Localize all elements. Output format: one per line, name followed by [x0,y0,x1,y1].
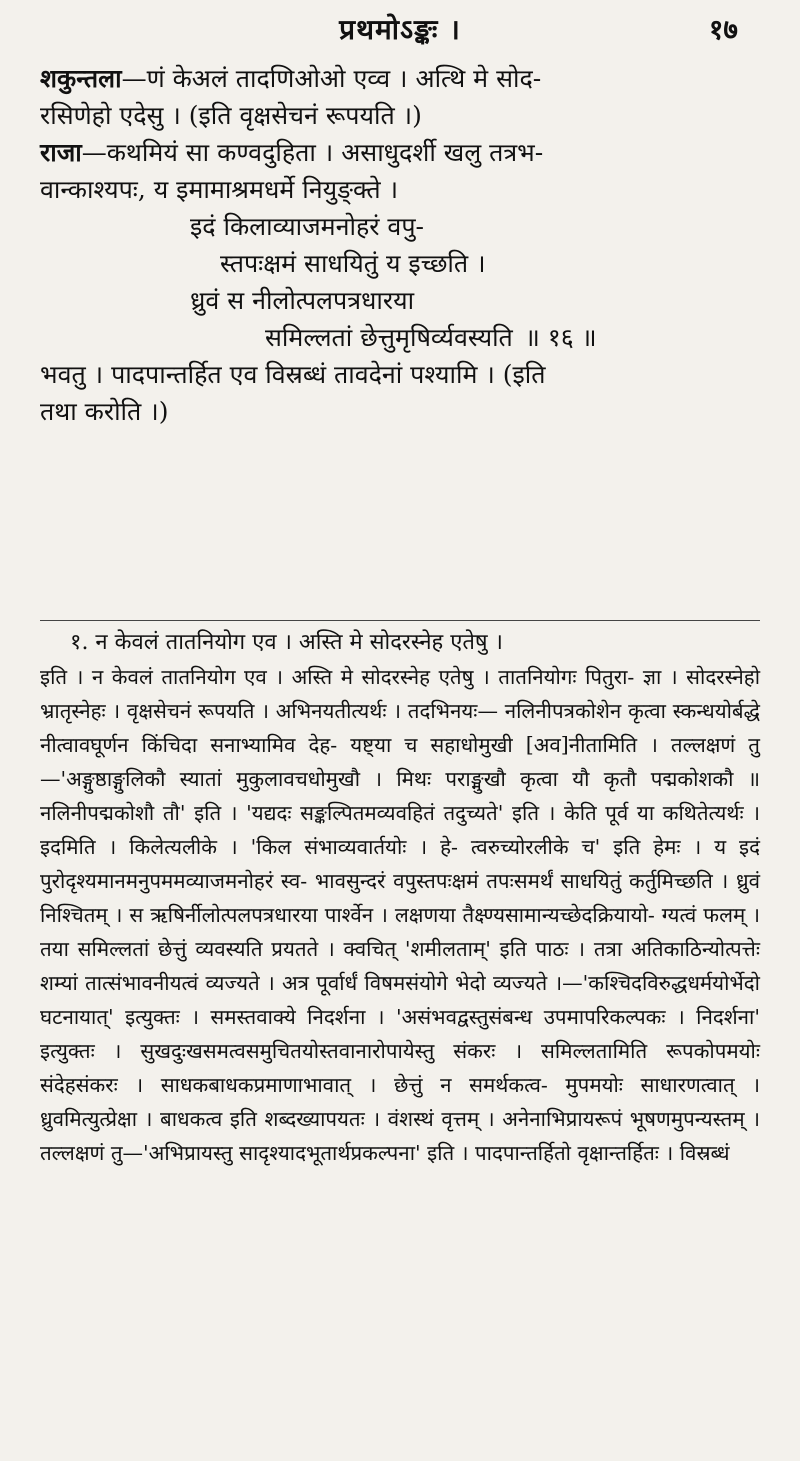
running-title: प्रथमोऽङ्कः । [339,13,461,46]
dialogue-text: —कथमियं सा कण्वदुहिता । असाधुदर्शी खलु तत्रभ- [81,138,544,167]
sloka-line [265,319,760,356]
running-head [40,6,760,46]
verse-number: ॥ १६ ॥ [524,323,597,352]
section-divider [40,620,760,621]
verse-line [40,60,760,97]
dialogue-text: वान्काश्यपः, य इमामाश्रमधर्मे नियुङ्क्ते । [40,175,399,204]
sloka-text: समिल्लतां छेत्तुमृषिर्व्यवस्यति [265,323,513,352]
sloka-line [190,282,760,319]
sloka-text: इदं किलाव्याजमनोहरं वपु- [190,212,424,241]
commentary-heading: १. न केवलं तातनियोग एव । अस्ति मे सोदरस्नेह एतेषु । [70,630,503,655]
dialogue-text: भवतु । पादपान्तर्हित एव विस्रब्धं तावदेनां पश्यामि । (इति [40,360,546,389]
sloka-text: स्तपःक्षमं साधयितुं य इच्छति । [220,249,486,278]
dialogue-text: रसिणेहो एदेसु । (इति वृक्षसेचनं रूपयति ।) [40,101,422,130]
verse-line [40,393,760,430]
page-number: १७ [708,13,738,46]
dialogue-text: —णं केअलं तादणिओओ एव्व । अत्थि मे सोद- [121,64,542,93]
verse-line [40,356,760,393]
verse-line [40,171,760,208]
commentary-text: इति । न केवलं तातनियोग एव । अस्ति मे सोदरस्नेह एतेषु । तातनियोगः पितुरा- ज्ञा । सोदरस्नेहो भ्रातृस्नेहः । वृक्षसेचनं रूपयति । अभिनयतीत्यर्थः । तदभिनयः— नलिनीपत्रकोशेन कृत्वा स्कन्धयोर्बद्धे नीत्वावघूर्णन किंचिदा सनाभ्यामिव देह- यष्ट्या च सहाधोमुखी [अव]नीतामिति । तल्लक्षणं तु—'अङ्गुष्ठाङ्गुलिकौ स्यातां मुकुलावचधोमुखौ । मिथः पराङ्मुखौ कृत्वा यौ कृतौ पद्मकोशकौ ॥ नलिनीपद्मकोशौ तौ' इति । 'यद्यदः सङ्कल्पितमव्यवहितं तदुच्यते' इति । केति पूर्व या कथितेत्यर्थः । इदमिति । किलेत्यलीके । 'किल संभाव्यवार्तयोः । हे- त्वरुच्योरलीके च' इति हेमः । य इदं पुरोदृश्यमानमनुपममव्याजमनोहरं स्व- भावसुन्दरं वपुस्तपःक्षमं तपःसमर्थं साधयितुं कर्तुमिच्छति । ध्रुवं निश्चितम् । स ऋषिर्नीलोत्पलपत्रधारया पार्श्वेन । लक्षणया तैक्ष्ण्यसामान्यच्छेदक्रियायो- ग्यत्वं फलम् । तया समिल्लतां छेत्तुं व्यवस्यति प्रयतते । क्वचित् 'शमीलताम्' इति पाठः । तत्रा अतिकाठिन्योत्पत्तेः शम्यां तात्संभावनीयत्वं व्यज्यते । अत्र पूर्वार्धं विषमसंयोगे भेदो व्यज्यते ।—'कश्चिदविरुद्धधर्मयोर्भेदो घटनायात्' इत्युक्तः । समस्तवाक्ये निदर्शना । 'असंभवद्वस्तुसंबन्ध उपमापरिकल्पकः । निदर्शना' इत्युक्तः । सुखदुःखसमत्वसमुचितयोस्तवानारोपायेस्तु संकरः । समिल्लतामिति रूपकोपमयोः संदेहसंकरः । साधकबाधकप्रमाणाभावात् । छेत्तुं न समर्थकत्व- मुपमयोः साधारणत्वात् । ध्रुवमित्युत्प्रेक्षा । बाधकत्व इति शब्दख्यापयतः । वंशस्थं वृत्तम् । अनेनाभिप्रायरूपं भूषणमुपन्यस्तम् । तल्लक्षणं तु—'अभिप्रायस्तु सादृश्यादभूतार्थप्रकल्पना' इति । पादपान्तर्हितो वृक्षान्तर्हितः । विस्रब्धं [40,665,760,1165]
sloka-line [190,208,760,245]
verse-line [40,97,760,134]
sloka-text: ध्रुवं स नीलोत्पलपत्रधारया [190,286,415,315]
dialogue-text: तथा करोति ।) [40,397,169,426]
speaker-name: शकुन्तला [40,64,122,93]
verse-line [40,134,760,171]
sloka-line [220,245,760,282]
commentary-block [40,626,760,1170]
verse-block [40,60,760,430]
speaker-name: राजा [40,138,82,167]
